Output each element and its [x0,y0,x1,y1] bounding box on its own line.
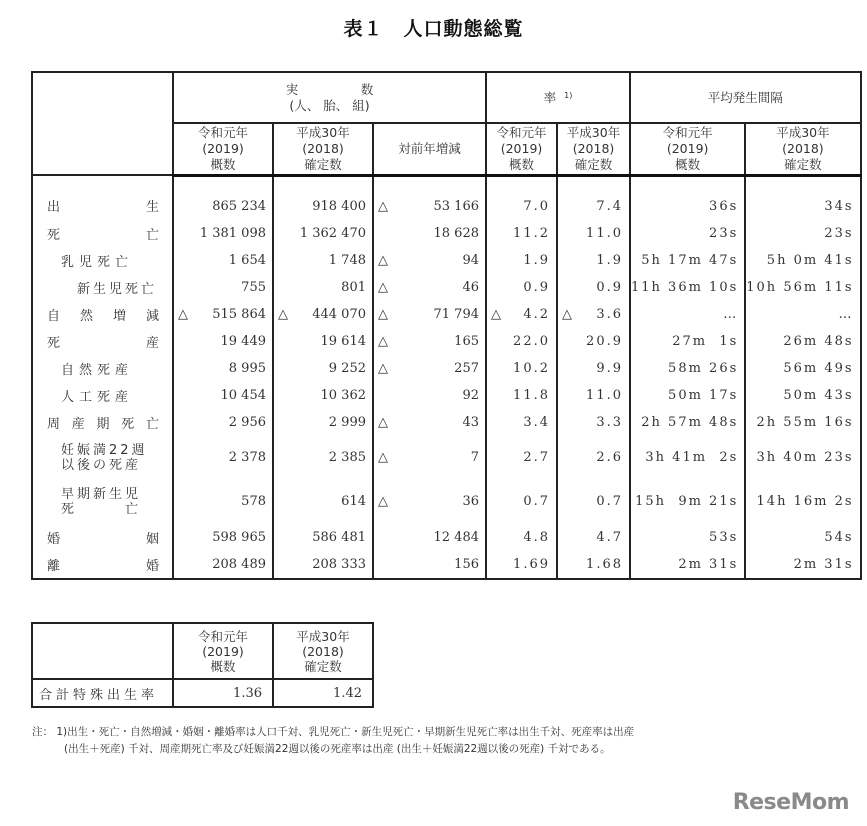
cell-interval-2019: 3h 41m 2s [630,436,745,480]
row-label: 死 産 [32,328,173,355]
cell-rate-2018: 7.4 [557,175,630,220]
decrease-triangle-icon: △ [378,252,388,268]
table-row [32,247,861,274]
row-label: 新生児死亡 [32,274,173,301]
subheader-tfr-2018: 平成30年 (2018) 確定数 [273,623,373,679]
table-row [32,175,861,220]
footnote-line-2: (出生＋死産) 千対、周産期死亡率及び妊娠満22週以後の死産率は出産 (出生＋妊娠満22週以後の死産) 千対である。 [64,743,611,755]
decrease-triangle-icon: △ [491,306,503,322]
cell-interval-2018: 50m 43s [745,382,860,409]
cell-change: 92 [373,382,486,409]
cell-rate-2019: 1.69 [486,551,557,579]
row-label: 乳児死亡 [32,247,173,274]
cell-count-2019: 208 489 [173,551,273,579]
subheader-count-2018: 平成30年 (2018) 確定数 [273,123,373,175]
tfr-2019-value: 1.36 [173,679,273,707]
row-label: 離 婚 [32,551,173,579]
table-row [32,436,861,480]
subheader-rate-2019: 令和元年 (2019) 概数 [486,123,557,175]
cell-rate-2019: 0.9 [486,274,557,301]
row-label: 妊娠満22週 以後の死産 [32,436,173,480]
cell-rate-2019: 3.4 [486,409,557,436]
cell-count-2018: 2 999 [273,409,373,436]
cell-interval-2019: 53s [630,524,745,551]
cell-rate-2018: 4.7 [557,524,630,551]
corner-cell [32,72,173,175]
subheader-rate-2018: 平成30年 (2018) 確定数 [557,123,630,175]
row-label: 死 亡 [32,220,173,247]
cell-rate-2019: 7.0 [486,175,557,220]
total-fertility-rate-table [31,622,374,708]
table-row [32,382,861,409]
cell-count-2018: 2 385 [273,436,373,480]
cell-change: △ 43 [373,409,486,436]
row-label: 自然死産 [32,355,173,382]
decrease-triangle-icon: △ [378,494,388,509]
table-row [32,480,861,524]
row-label: 周 産 期 死 亡 [32,409,173,436]
cell-count-2019: 8 995 [173,355,273,382]
table-row [32,551,861,579]
cell-interval-2019: … [630,301,745,328]
cell-count-2018: △ 444 070 [273,301,373,328]
table-row [32,328,861,355]
row-label: 自 然 増 減 [32,301,173,328]
cell-interval-2018: 5h 0m 41s [745,247,860,274]
cell-count-2018: 1 362 470 [273,220,373,247]
header-rate-label: 率 [543,89,557,105]
decrease-triangle-icon: △ [378,414,388,430]
decrease-triangle-icon: △ [378,360,388,376]
cell-rate-2019: 22.0 [486,328,557,355]
cell-interval-2018: 2m 31s [745,551,860,579]
subheader-interval-2019: 令和元年 (2019) 概数 [630,123,745,175]
cell-rate-2018: 0.7 [557,480,630,524]
cell-count-2019: 578 [173,480,273,524]
cell-rate-2018: 3.3 [557,409,630,436]
cell-count-2019: 2 378 [173,436,273,480]
cell-count-2018: 19 614 [273,328,373,355]
table-row [32,355,861,382]
subheader-count-2019: 令和元年 (2019) 概数 [173,123,273,175]
header-rate [486,72,630,123]
cell-change: △ 36 [373,480,486,524]
population-dynamics-table [31,71,862,580]
cell-count-2018: 918 400 [273,175,373,220]
cell-count-2018: 9 252 [273,355,373,382]
decrease-triangle-icon: △ [378,279,388,295]
tfr-label: 合計特殊出生率 [32,679,173,707]
cell-rate-2019: △ 4.2 [486,301,557,328]
cell-interval-2019: 15h 9m 21s [630,480,745,524]
cell-interval-2019: 11h 36m 10s [630,274,745,301]
cell-count-2019: △ 515 864 [173,301,273,328]
cell-interval-2019: 27m 1s [630,328,745,355]
cell-count-2018: 614 [273,480,373,524]
cell-count-2019: 598 965 [173,524,273,551]
cell-count-2019: 1 381 098 [173,220,273,247]
cell-rate-2019: 10.2 [486,355,557,382]
footnote-line-1: 注： 1)出生・死亡・自然増減・婚姻・離婚率は人口千対、乳児死亡・新生児死亡・早期新生児死亡率は出生千対、死産率は出産 [32,726,635,738]
cell-interval-2018: 26m 48s [745,328,860,355]
decrease-triangle-icon: △ [562,306,574,322]
cell-change: 156 [373,551,486,579]
cell-change: △ 165 [373,328,486,355]
cell-interval-2018: 10h 56m 11s [745,274,860,301]
decrease-triangle-icon: △ [378,333,388,349]
cell-count-2019: 755 [173,274,273,301]
cell-rate-2018: 2.6 [557,436,630,480]
cell-count-2018: 10 362 [273,382,373,409]
cell-change: △ 257 [373,355,486,382]
table-row [32,524,861,551]
decrease-triangle-icon: △ [278,306,288,322]
page-title: 表１ 人口動態総覧 [343,18,524,40]
table-row [32,409,861,436]
cell-rate-2018: 9.9 [557,355,630,382]
cell-interval-2019: 58m 26s [630,355,745,382]
table-row [32,274,861,301]
cell-interval-2019: 23s [630,220,745,247]
row-label: 婚 姻 [32,524,173,551]
subheader-change: 対前年増減 [373,123,486,175]
resemom-logo: ReseMom [732,790,849,815]
cell-count-2018: 208 333 [273,551,373,579]
cell-interval-2019: 2h 57m 48s [630,409,745,436]
cell-rate-2018: 20.9 [557,328,630,355]
cell-count-2019: 865 234 [173,175,273,220]
cell-count-2018: 801 [273,274,373,301]
cell-change: △ 7 [373,436,486,480]
cell-rate-2019: 11.2 [486,220,557,247]
cell-interval-2018: 34s [745,175,860,220]
table-row [32,301,861,328]
cell-count-2019: 2 956 [173,409,273,436]
cell-count-2018: 586 481 [273,524,373,551]
cell-rate-2019: 1.9 [486,247,557,274]
cell-count-2019: 10 454 [173,382,273,409]
cell-rate-2018: 1.68 [557,551,630,579]
header-actual-line1: 実 数 [285,81,374,97]
corner-cell [32,623,173,679]
cell-count-2019: 19 449 [173,328,273,355]
cell-interval-2018: 23s [745,220,860,247]
row-label: 早期新生児 死 亡 [32,480,173,524]
cell-count-2018: 1 748 [273,247,373,274]
cell-interval-2018: 54s [745,524,860,551]
cell-interval-2019: 2m 31s [630,551,745,579]
cell-change: △ 53 166 [373,175,486,220]
subheader-interval-2018: 平成30年 (2018) 確定数 [745,123,860,175]
cell-interval-2019: 50m 17s [630,382,745,409]
cell-interval-2019: 5h 17m 47s [630,247,745,274]
cell-rate-2018: 0.9 [557,274,630,301]
cell-rate-2018: 1.9 [557,247,630,274]
cell-interval-2018: … [745,301,860,328]
cell-change: △ 94 [373,247,486,274]
header-actual-line2: (人、 胎、 組) [289,97,370,113]
cell-change: 12 484 [373,524,486,551]
decrease-triangle-icon: △ [378,450,388,465]
cell-change: △ 71 794 [373,301,486,328]
table-row [32,220,861,247]
cell-interval-2018: 3h 40m 23s [745,436,860,480]
cell-change: △ 46 [373,274,486,301]
cell-rate-2018: 11.0 [557,220,630,247]
cell-interval-2019: 36s [630,175,745,220]
header-interval: 平均発生間隔 [630,72,861,123]
subheader-tfr-2019: 令和元年 (2019) 概数 [173,623,273,679]
tfr-2018-value: 1.42 [273,679,373,707]
header-actual-numbers [173,72,486,123]
footnote [32,724,634,758]
footnote-marker: 1) [564,90,573,100]
cell-interval-2018: 2h 55m 16s [745,409,860,436]
cell-change: 18 628 [373,220,486,247]
decrease-triangle-icon: △ [378,306,388,322]
cell-rate-2018: △ 3.6 [557,301,630,328]
cell-rate-2018: 11.0 [557,382,630,409]
decrease-triangle-icon: △ [378,198,388,214]
cell-rate-2019: 0.7 [486,480,557,524]
decrease-triangle-icon: △ [178,306,188,322]
cell-interval-2018: 56m 49s [745,355,860,382]
cell-interval-2018: 14h 16m 2s [745,480,860,524]
cell-count-2019: 1 654 [173,247,273,274]
cell-rate-2019: 11.8 [486,382,557,409]
row-label: 出 生 [32,175,173,220]
row-label: 人工死産 [32,382,173,409]
cell-rate-2019: 4.8 [486,524,557,551]
cell-rate-2019: 2.7 [486,436,557,480]
